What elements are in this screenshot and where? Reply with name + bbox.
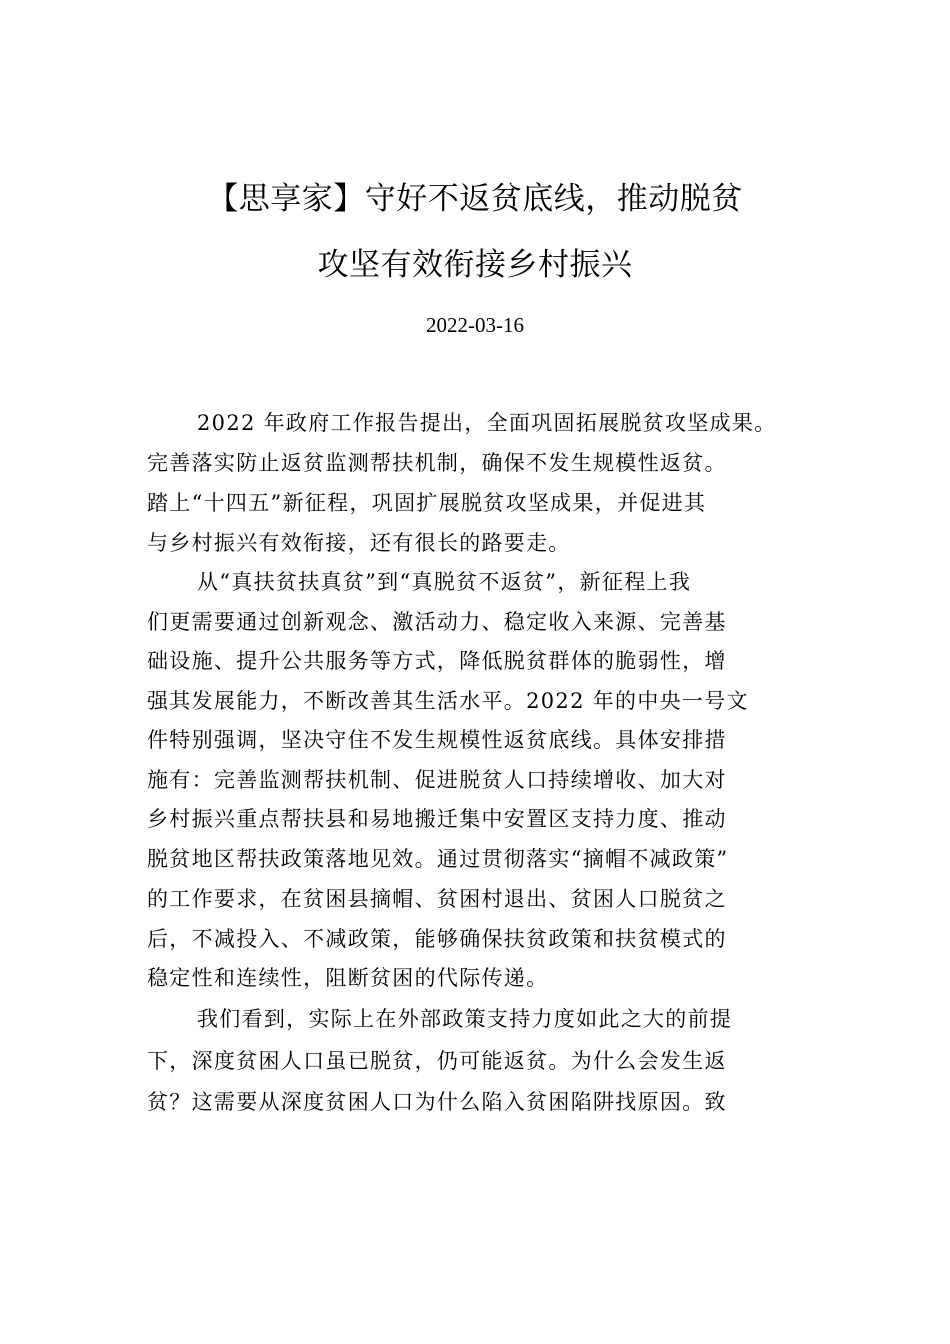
- body-line: 我们看到，实际上在外部政策支持力度如此之大的前提: [197, 1007, 733, 1031]
- body-line: 稳定性和连续性，阻断贫困的代际传递。: [147, 966, 549, 990]
- body-line: 下，深度贫困人口虽已脱贫，仍可能返贫。为什么会发生返: [147, 1049, 727, 1073]
- body-line: 贫？这需要从深度贫困人口为什么陷入贫困陷阱找原因。致: [147, 1090, 727, 1114]
- body-line: 踏上“十四五”新征程，巩固扩展脱贫攻坚成果，并促进其: [147, 491, 707, 515]
- body-line: 从“真扶贫扶真贫”到“真脱贫不返贫”，新征程上我: [197, 570, 692, 594]
- body-line: 2022 年政府工作报告提出，全面巩固拓展脱贫攻坚成果。: [197, 411, 777, 435]
- body-line: 强其发展能力，不断改善其生活水平。2022 年的中央一号文: [147, 689, 749, 713]
- body-line: 与乡村振兴有效衔接，还有很长的路要走。: [147, 531, 571, 555]
- body-line: 脱贫地区帮扶政策落地见效。通过贯彻落实“摘帽不减政策”: [147, 847, 729, 871]
- body-line: 件特别强调，坚决守住不发生规模性返贫底线。具体安排措: [147, 728, 727, 752]
- article-date: 2022-03-16: [426, 313, 524, 337]
- article-title-line-2: 攻坚有效衔接乡村振兴: [317, 247, 633, 283]
- body-line: 完善落实防止返贫监测帮扶机制，确保不发生规模性返贫。: [147, 451, 727, 475]
- body-line: 乡村振兴重点帮扶县和易地搬迁集中安置区支持力度、推动: [147, 807, 727, 831]
- body-line: 们更需要通过创新观念、激活动力、稳定收入来源、完善基: [147, 610, 727, 634]
- body-line: 施有：完善监测帮扶机制、促进脱贫人口持续增收、加大对: [147, 768, 727, 792]
- body-line: 的工作要求，在贫困县摘帽、贫困村退出、贫困人口脱贫之: [147, 887, 727, 911]
- body-line: 后，不减投入、不减政策，能够确保扶贫政策和扶贫模式的: [147, 927, 727, 951]
- body-line: 础设施、提升公共服务等方式，降低脱贫群体的脆弱性，增: [147, 649, 727, 673]
- article-title-line-1: 【思享家】守好不返贫底线，推动脱贫: [207, 181, 743, 217]
